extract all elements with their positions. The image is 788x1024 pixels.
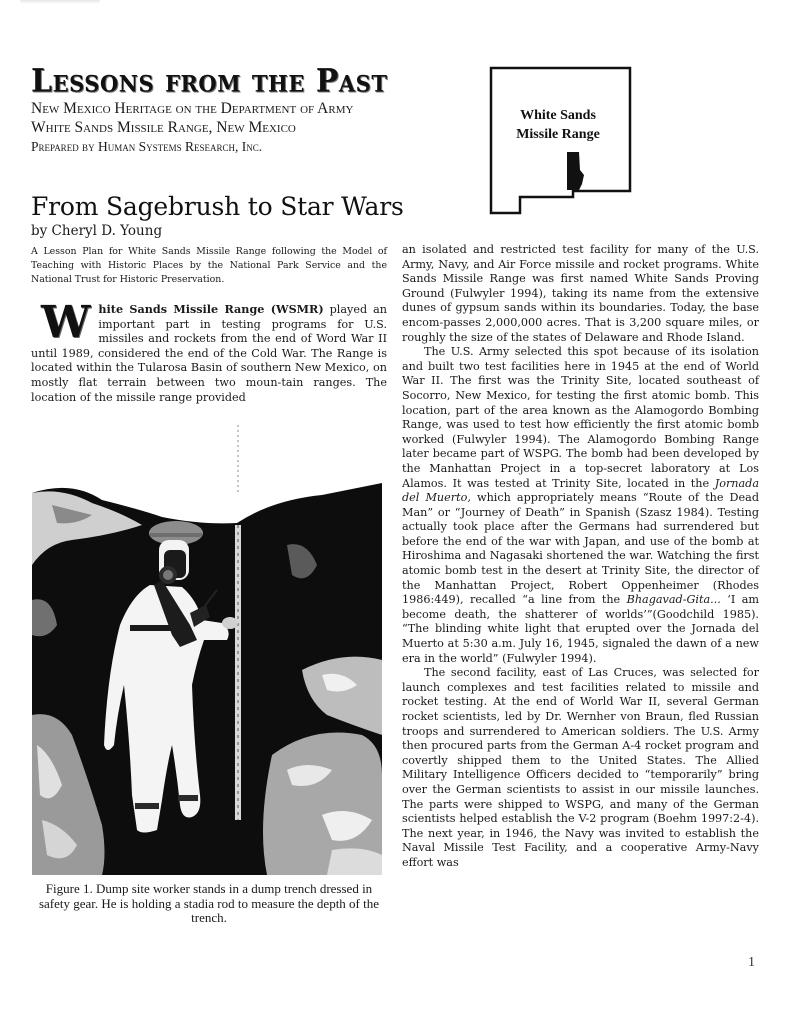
missile-range-area-icon xyxy=(567,152,584,190)
right-column xyxy=(402,243,759,871)
paragraph-range-overview: an isolated and restricted test facility for many of the U.S. Army, Navy, and Air Force missile and rocket programs. White Sands Missile Range was first named White Sands Proving Ground (Fulwyler 1994), taking its name from the extensive dunes of gypsum sands within its boundaries. Today, the base encom-passes 2,000,000 acres. That is 3,200 square miles, or roughly the size of the states of Delaware and Rhode Island. xyxy=(402,243,759,344)
drop-cap: W xyxy=(41,297,91,348)
figure-caption: Figure 1. Dump site worker stands in a dump trench dressed in safety gear. He is holding a stadia rod to measure the depth of the trench. xyxy=(38,881,380,925)
masthead-subtitle-heritage: New Mexico Heritage on the Department of Army xyxy=(31,100,354,117)
trinity-text-b: which appropriately means “Route of the Dead Man” or “Journey of Death” in Spanish (Szasz 1984). Testing actually took place after the Germans had surrendered but before the end of the war with Japan, and use of the bomb at Hiroshima and Nagasaki shortened the war. Watching the first atomic bomb test in the desert at Trinity Site, the director of the Manhattan Project, Robert Oppenheimer (Rhodes 1986:449), recalled “a line from the xyxy=(402,491,759,607)
location-map xyxy=(478,62,638,222)
trinity-text-a: The U.S. Army selected this spot because of its isolation and built two test facilities here in 1945 at the end of World War II. The first was the Trinity Site, located southeast of Socorro, New Mexico, for testing the first atomic bomb. This location, part of the area known as the Alamogordo Bombing Range, was used to test how efficiently the first atomic bomb worked (Fulwyler 1994). The Alamogordo Bombing Range later became part of WSPG. The bomb had been developed by the Manhattan Project in a top-secret laboratory at Los Alamos. It was tested at Trinity Site, located in the xyxy=(402,345,759,490)
byline: by Cheryl D. Young xyxy=(31,223,163,239)
bhagavad-gita-italic: Bhagavad-Gita... xyxy=(626,593,721,607)
trinity-text-c: ‘I am become death, the shatterer of worlds’”(Goodchild 1985). “The blinding white light that erupted over the Jornada del Muerto at 5:30 a.m. July 16, 1945, signaled the dawn of a new era in the world” (Fulwyler 1994). xyxy=(402,593,759,665)
jornada-italic: Jornada del Muerto, xyxy=(402,476,759,505)
map-label xyxy=(478,106,638,144)
left-column xyxy=(31,297,387,405)
lesson-plan-note: A Lesson Plan for White Sands Missile Range following the Model of Teaching with Historic Places by the National Park Service and the National Trust for Historic Preservation. xyxy=(31,246,387,285)
masthead-title: Lessons from the Past xyxy=(31,63,388,100)
page-number: 1 xyxy=(748,955,755,970)
article-title: From Sagebrush to Star Wars xyxy=(31,192,404,221)
figure-1-photo xyxy=(32,425,386,875)
paragraph-trinity-site xyxy=(402,345,759,666)
trench-worker-photo xyxy=(32,425,386,875)
paragraph-second-facility: The second facility, east of Las Cruces, was selected for launch complexes and test facilities related to missile and rocket testing. At the end of World War II, several German rocket scientists, led by Dr. Wernher von Braun, fled Russian troops and surrendered to American soldiers. The U.S. Army then procured parts from the German A-4 rocket program and covertly shipped them to the United States. The Allied Military Intelligence Officers decided to “temporarily” bring over the German scientists to assist in our missile launches. The parts were shipped to WSPG, and many of the German scientists helped establish the V-2 program (Boehm 1997:2-4). The next year, in 1946, the Navy was invited to establish the Naval Missile Test Facility, and a cooperative Army-Navy effort was xyxy=(402,666,759,869)
map-label-line2: Missile Range xyxy=(516,127,600,142)
map-label-line1: White Sands xyxy=(520,108,596,123)
masthead xyxy=(31,63,431,156)
scan-artifact xyxy=(20,0,100,4)
masthead-subtitle-prepared-by: Prepared by Human Systems Research, Inc. xyxy=(31,139,263,154)
intro-paragraph xyxy=(31,297,387,405)
intro-text: played an important part in testing programs for U.S. missiles and rockets from the end of Word War II until 1989, considered the end of the Cold War. The Range is located within the Tularosa Basin of southern New Mexico, on mostly flat terrain between two moun-tain ranges. The location of the missile range provided xyxy=(31,303,387,404)
masthead-subtitle-location: White Sands Missile Range, New Mexico xyxy=(31,119,296,136)
lead-in-bold: hite Sands Missile Range (WSMR) xyxy=(98,302,324,316)
